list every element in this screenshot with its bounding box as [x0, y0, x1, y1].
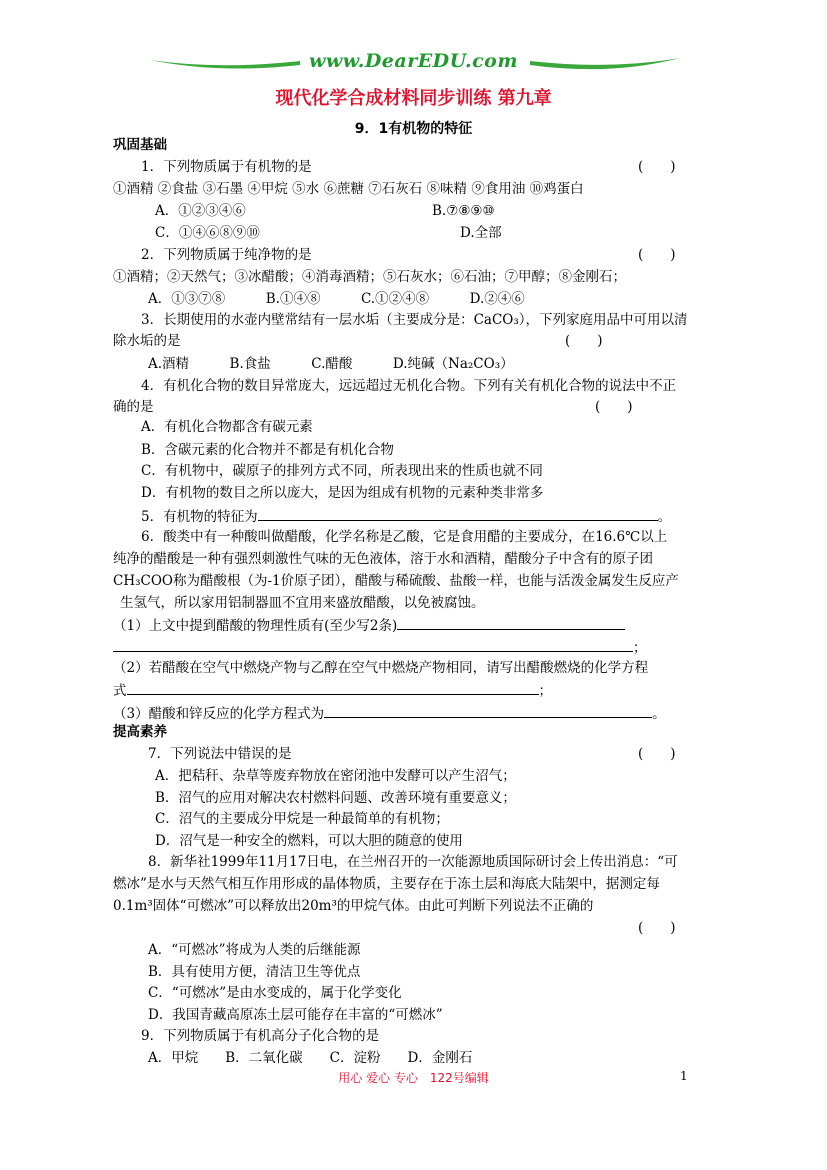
- q8-line2: 燃冰”是水与天然气相互作用形成的晶体物质，主要存在于冻土层和海底大陆架中，据测定每: [113, 876, 660, 892]
- section-heading-basic: 巩固基础: [113, 137, 167, 153]
- q1-option-b: B.⑦⑧⑨⑩: [432, 203, 495, 219]
- page-footer: 用心 爱心 专心 122号编辑: [338, 1071, 489, 1085]
- q8-line1: 8．新华社1999年11月17日电，在兰州召开的一次能源地质国际研讨会上传出消息：“可: [148, 854, 678, 870]
- q4-line1: 4．有机化合物的数目异常庞大，远远超过无机化合物。下列有关有机化合物的说法中不正: [141, 378, 677, 394]
- q6-sub2-blank[interactable]: [127, 680, 539, 695]
- q6-sub1-continuation: [113, 637, 647, 657]
- q4-option-c: C．有机物中，碳原子的排列方式不同，所表现出来的性质也就不同: [141, 463, 543, 479]
- q6-sub1: （1）上文中提到醋酸的物理性质有(至少写2条): [113, 618, 398, 634]
- q6-sub1-line: [113, 615, 625, 635]
- q6-sub1-blank[interactable]: [397, 615, 625, 630]
- q6-line4: 生氢气，所以家用铝制器皿不宜用来盛放醋酸，以免被腐蚀。: [120, 595, 485, 611]
- q6-sub1-blank-2[interactable]: [113, 637, 633, 652]
- q4-line2: 确的是: [113, 399, 154, 415]
- section-heading-advanced: 提高素养: [113, 724, 167, 740]
- q1-option-a: A．①②③④⑥: [155, 203, 246, 219]
- q8-option-a: A．“可燃冰”将成为人类的后继能源: [148, 942, 361, 958]
- q7-stem: 7．下列说法中错误的是: [148, 746, 292, 762]
- q6-sub2: （2）若醋酸在空气中燃烧产物与乙醇在空气中燃烧产物相同，请写出醋酸燃烧的化学方程: [113, 660, 649, 676]
- q2-answer-paren: ( ): [638, 247, 676, 263]
- q7-option-a: A．把秸秆、杂草等废弃物放在密闭池中发酵可以产生沼气；: [155, 768, 516, 784]
- q8-line3: 0.1m³固体“可燃冰”可以释放出20m³的甲烷气体。由此可判断下列说法不正确的: [113, 898, 594, 914]
- q2-stem: 2．下列物质属于纯净物的是: [141, 247, 312, 263]
- q9-options: A．甲烷 B．二氧化碳 C．淀粉 D．金刚石: [148, 1050, 473, 1066]
- q1-items: ①酒精 ②食盐 ③石墨 ④甲烷 ⑤水 ⑥蔗糖 ⑦石灰石 ⑧味精 ⑨食用油 ⑩鸡蛋白: [113, 181, 584, 197]
- q9-stem: 9．下列物质属于有机高分子化合物的是: [141, 1028, 380, 1044]
- q3-line2: 除水垢的是: [113, 333, 181, 349]
- q6-sub3-line: [113, 703, 666, 723]
- site-url[interactable]: www.DearEDU.com: [309, 50, 518, 72]
- q7-answer-paren: ( ): [638, 746, 676, 762]
- document-title: 现代化学合成材料同步训练 第九章: [275, 88, 552, 109]
- q7-option-d: D．沼气是一种安全的燃料，可以大胆的随意的使用: [155, 833, 463, 849]
- q5-answer-blank[interactable]: [258, 506, 658, 521]
- q2-options: A．①③⑦⑧ B.①④⑧ C.①②④⑧ D.②④⑥: [148, 291, 525, 307]
- q3-line1: 3．长期使用的水壶内壁常结有一层水垢（主要成分是：CaCO₃），下列家庭用品中可用以清: [141, 312, 688, 328]
- q4-answer-paren: ( ): [595, 399, 633, 415]
- q5-stem: 5．有机物的特征为: [141, 509, 258, 525]
- q4-option-a: A．有机化合物都含有碳元素: [141, 419, 313, 435]
- q8-option-c: C．“可燃冰”是由水变成的，属于化学变化: [148, 985, 402, 1001]
- q7-option-b: B．沼气的应用对解决农村燃料问题、改善环境有重要意义；: [155, 790, 516, 806]
- q8-option-d: D．我国青藏高原冻土层可能存在丰富的“可燃冰”: [148, 1007, 443, 1023]
- page-number: 1: [680, 1069, 688, 1083]
- q6-line2: 纯净的醋酸是一种有强烈刺激性气味的无色液体，溶于水和酒精，醋酸分子中含有的原子团: [113, 551, 653, 567]
- q6-line1: 6．酸类中有一种酸叫做醋酸，化学名称是乙酸，它是食用醋的主要成分，在16.6℃以上: [141, 529, 668, 545]
- q6-sub2-line: [113, 680, 552, 700]
- q6-sub2b: 式: [113, 683, 127, 699]
- q7-option-c: C．沼气的主要成分甲烷是一种最简单的有机物；: [155, 811, 449, 827]
- q4-option-d: D．有机物的数目之所以庞大，是因为组成有机物的元素种类非常多: [141, 485, 544, 501]
- q1-answer-paren: ( ): [638, 159, 676, 175]
- q6-line3: CH₃COO称为醋酸根（为-1价原子团），醋酸与稀硫酸、盐酸一样，也能与活泼金属发生反应产: [113, 573, 679, 589]
- q6-semicolon: ；: [633, 640, 647, 656]
- q3-options: A.酒精 B.食盐 C.醋酸 D.纯碱（Na₂CO₃）: [148, 356, 514, 372]
- q1-stem: 1．下列物质属于有机物的是: [141, 159, 312, 175]
- q1-option-c: C．①④⑥⑧⑨⑩: [155, 225, 260, 241]
- q8-answer-paren: ( ): [638, 920, 676, 936]
- q5-line: [141, 506, 671, 526]
- q6-sub3: （3）醋酸和锌反应的化学方程式为: [113, 706, 325, 722]
- section-title: 9．1有机物的特征: [354, 121, 473, 137]
- q6-sub3-blank[interactable]: [324, 703, 652, 718]
- q2-items: ①酒精；②天然气；③冰醋酸；④消毒酒精；⑤石灰水；⑥石油；⑦甲醇；⑧金刚石；: [113, 269, 626, 285]
- q5-end: 。: [657, 509, 672, 525]
- q3-answer-paren: ( ): [565, 333, 603, 349]
- q6-end: 。: [652, 706, 666, 722]
- q8-option-b: B．具有使用方便，清洁卫生等优点: [148, 964, 361, 980]
- q4-option-b: B．含碳元素的化合物并不都是有机化合物: [141, 442, 394, 458]
- q1-option-d: D.全部: [460, 225, 502, 241]
- q6-semicolon-2: ；: [538, 683, 552, 699]
